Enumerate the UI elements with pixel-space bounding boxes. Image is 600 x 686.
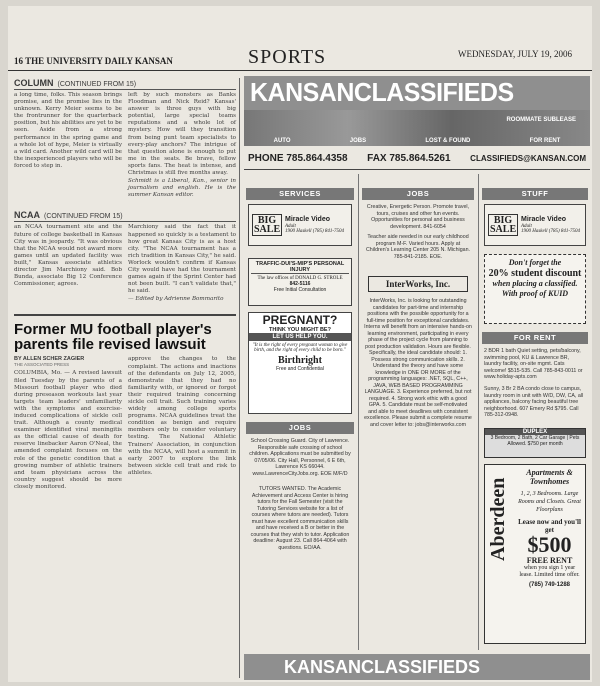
pregnant-quote: "It is the right of every pregnant woman to give birth, and the right of every child to be born.": [252, 343, 348, 353]
banner-photos: [244, 110, 590, 146]
traffic-firm: The law offices of DONALD G. STROLE: [257, 276, 343, 281]
traffic-ad: [248, 258, 352, 306]
column-text-1: a long time, folks. This season brings promise, and the promise lies in the unknown. Kerry Meier seems to be the frontrunner for the quarterback position, but his abilities are yet to be seen. Aside from a strong performance in the spring game and a whole lot of hype, Meier is virtually a wild card. Another wild card will be the inexperienced players who will be forced to step in.: [14, 92, 122, 169]
classifieds-title: KANSANCLASSIFIEDS: [250, 77, 514, 107]
column-heading: [14, 78, 236, 90]
bigsale-name: Miracle Video: [521, 216, 567, 223]
pregnant-cta: LET US HELP YOU.: [249, 333, 351, 341]
classified-col-divider: [358, 174, 359, 650]
ncaa-text-1: an NCAA tournament site and the future of college basketball in Kansas City was in jeopardy. "It was obvious that the NCAA would not award more games until an updated facility was built," Kansas associate athletics director Jim Marchiony said. Bob Bunda, associate Big 12 Conference Commissioner, agrees.: [14, 224, 122, 288]
lawsuit-text-1: COLUMBIA, Mo. — A revised lawsuit filed Tuesday by the parents of a Missouri football player who died during preseason workouts last year targets team leaders' unfamiliarity with the symptoms and exercise-induced complications of sickle cell trait. Although a county medical examiner identified viral meningitis as the official cause of death for reserve linebacker Aaron O'Neal, the amended complaint focuses on the role of the genetic condition that a growing number of athletic trainers and team physicians across the country suggest should be more closely monitored.: [14, 370, 122, 490]
aberdeen-note: when you sign 1 year lease. Limited time offer.: [519, 565, 580, 578]
ncaa-story: [14, 210, 236, 304]
sports-stories: [14, 78, 236, 678]
coupon-discount: 20% student discount: [488, 268, 582, 279]
ncaa-text-2: Marchiony said the fact that it happened so quickly is a testament to how great Kansas City is as a host city. "The NCAA tournament has a rich tradition in Kansas City," he said. Worlock wouldn't confirm if Kansas City would have had the tournament games again if the Sprint Center had not been built. "I can't validate that," he said.: [128, 224, 236, 295]
phone-number: PHONE 785.864.4358: [248, 153, 348, 164]
birthright-contact: Free and Confidential: [276, 366, 324, 372]
ncaa-heading: [14, 210, 236, 222]
bigsale-address: 1900 Haskell (785) 841-7504: [285, 229, 345, 234]
ncaa-label: NCAA: [14, 210, 40, 221]
lawsuit-headline: Former MU football player's parents file revised lawsuit: [14, 321, 212, 354]
column-label: COLUMN: [14, 78, 54, 88]
pregnant-sub: THINK YOU MIGHT BE?: [269, 327, 331, 333]
aberdeen-phone: (785) 749-1288: [528, 582, 571, 588]
page-label: 16 THE UNIVERSITY DAILY KANSAN: [14, 56, 173, 66]
services-header: SERVICES: [246, 188, 354, 200]
job-ad-promoter: Creative, Energetic Person. Promote travel, tours, cruises and other fun events. Opportunities for personal and business development. 841-6054: [366, 204, 470, 230]
issue-date: WEDNESDAY, JULY 19, 2006: [457, 49, 572, 59]
classified-col-divider: [478, 174, 479, 650]
traffic-phone: 842-5116: [289, 281, 311, 287]
interworks-ad: InterWorks, Inc. is looking for outstanding candidates for part-time and internship positions with the possible opportunity for a full-time position for exceptional candidates. Interns will benefit from an intensive hands-on learning environment, participating in every phase of the project cycle from planning to post production validation. Hours are flexible. Specifically, the ideal candidate should: 1. Possess strong communication skills. 2. Understand the theory and have some knowledge in ONE OR MORE of the programming languages: .NET, SQL, C++, JAVA, WEB BASED PROGRAMMING LANGUAGE. 3. Experience preferred, but not required. 4. Strong work ethic with a good GPA. 5. Candidate must be self-motivated and able to meet deadlines with consistent excellence. Please submit a complete resume and cover letter to: jobs@interworks.com: [364, 298, 472, 428]
section-title: SPORTS: [248, 46, 327, 68]
column-text-2: left by such monsters as Banks Floodman and Nick Reid? Kansas' answer is three guys with big potential, large special teams reputations and a whole lot of mystery. How will they transition from being punt team specialists to every-play anchors? The intrigue of that question alone is enough to put me in the seats. Be brave, fellow sports fans. The heat is intense, and Christmas is still five months away.: [128, 92, 236, 177]
aberdeen-name: Aberdeen: [487, 477, 509, 561]
interworks-logo: InterWorks, Inc.: [368, 276, 468, 292]
aberdeen-units: 1, 2, 3 Bedrooms. Large Rooms and Closets. Great Floorplans: [518, 491, 581, 513]
aberdeen-ad: [484, 464, 586, 644]
job-ad-teacher-aide: Teacher aide needed in our early childhood program M-F. Varied hours. Apply at Children's Learning Center 205 N. Michigan. 785-841-2185. EOE.: [365, 234, 471, 260]
coupon-line-1: Don't forget the: [508, 258, 562, 267]
bigsale-badge: BIG SALE: [254, 215, 281, 235]
pregnant-question: PREGNANT?: [262, 313, 338, 327]
rent-ad-1: 2 BDR 1 bath Quiet setting, pets/balcony, swimming pool, KU & Lawrence BR, laundry facility, on-site mgmt. Cats welcome! $515-535. Call 785-843-0011 or www.holiday-apts.com: [484, 348, 583, 380]
crossing-guard-ad: School Crossing Guard. City of Lawrence. Responsible safe crossing of school children. Applications must be submitted by 07/05/06. City Hall, Personnel, 6 E 6th, Lawrence KS 66044. www.LawrenceCityJobs.org. EOE M/F/D: [249, 438, 351, 477]
bigsale-sub: Adult: [285, 224, 296, 229]
traffic-title: TRAFFIC-DUI'S-MIP'S PERSONAL INJURY: [251, 261, 349, 274]
column-divider: [239, 78, 240, 678]
bigsale-ad-2: [484, 204, 586, 246]
byline-source: THE ASSOCIATED PRESS: [14, 362, 70, 368]
coupon-line-2: when placing a classified.: [492, 279, 578, 288]
lawsuit-text-2: approve the changes to the complaint. The actions and inactions of the defendants on July 12, 2005, demonstrate that they had no familiarity with, or ignored or forgot their required training concerning sickle cell trait. Such training varies widely among college sports programs. NCAA guidelines treat the condition as benign and require members only to consider voluntary testing. The National Athletic Trainers' Association, in conjunction with the NCAA, will host a summit in early 2007 to explore the link between sickle cell trait and risk to athletes.: [128, 356, 236, 476]
jobs-header: JOBS: [362, 188, 474, 200]
bigsale-ad: [248, 204, 352, 246]
classifieds-banner: [244, 76, 590, 146]
classifieds-footer: KANSANCLASSIFIEDS: [244, 654, 590, 680]
banner-label-for-rent: FOR RENT: [529, 138, 561, 144]
continued-label: (CONTINUED FROM 15): [44, 213, 123, 221]
newspaper-page: [8, 6, 592, 682]
contact-bar: [244, 148, 590, 170]
traffic-note: Free Initial Consultation: [273, 287, 327, 293]
banner-label-roommate: ROOMMATE SUBLEASE: [506, 117, 576, 123]
column-credit: Schmidt is a Liberal, Kan., senior in journalism and english. He is the summer Kansan editor.: [128, 178, 236, 199]
duplex-text: 3 Bedroom, 2 Bath, 2 Car Garage | Pets Allowed. $750 per month: [490, 435, 580, 447]
ncaa-credit: — Edited by Adrienne Bommarito: [128, 296, 224, 303]
aberdeen-heading: Apartments & Townhomes: [526, 468, 573, 486]
aberdeen-free-rent: FREE RENT: [526, 556, 573, 565]
pregnant-ad: [248, 312, 352, 414]
jobs2-header: JOBS: [246, 422, 354, 434]
birthright-logo: Birthright: [278, 355, 322, 366]
email-address: CLASSIFIEDS@KANSAN.COM: [470, 154, 586, 163]
lawsuit-story: [14, 314, 236, 492]
rent-ad-2: Sunny, 3 Br 2 BA condo close to campus, laundry room in unit with W/D, DW, CA, all appliances, balcony facing beautiful tree neighborhood. 607 Emery Rd $795. Call 785-312-0948.: [484, 386, 584, 418]
student-discount-ad: [484, 254, 586, 324]
coupon-line-3: With proof of KUID: [501, 289, 569, 298]
tutors-ad: TUTORS WANTED. The Academic Achievement and Access Center is hiring tutors for the Fall Semester (visit the Tutoring Services website for a list of courses where tutors are needed). Tutors must have excellent communication skills and have received a B or better in the courses that they wish to tutor. Application deadline: August 23. Call 864-4064 with questions. EO/AA.: [250, 486, 350, 551]
column-story: [14, 78, 236, 200]
banner-label-auto: AUTO: [273, 138, 291, 144]
classifieds-section: [244, 76, 590, 682]
header-rule: [8, 70, 592, 71]
fax-number: FAX 785.864.5261: [367, 153, 451, 164]
bigsale-name: Miracle Video: [285, 216, 331, 223]
banner-label-lost-found: LOST & FOUND: [425, 138, 471, 144]
bigsale-sub: Adult: [521, 224, 532, 229]
aberdeen-offer: Lease now and you'll get: [518, 518, 581, 534]
duplex-ad: [484, 428, 586, 458]
bigsale-badge: BIG SALE: [490, 215, 517, 235]
page-header: [8, 46, 592, 76]
aberdeen-price: $500: [527, 532, 572, 557]
byline: BY ALLEN SCHER ZAGIER: [14, 356, 85, 363]
bigsale-address: 1900 Haskell (785) 841-7504: [521, 229, 581, 234]
for-rent-header: FOR RENT: [482, 332, 588, 344]
banner-label-jobs: JOBS: [349, 138, 367, 144]
continued-label: (CONTINUED FROM 15): [57, 81, 137, 88]
stuff-header: STUFF: [482, 188, 588, 200]
duplex-title: DUPLEX: [485, 429, 585, 435]
